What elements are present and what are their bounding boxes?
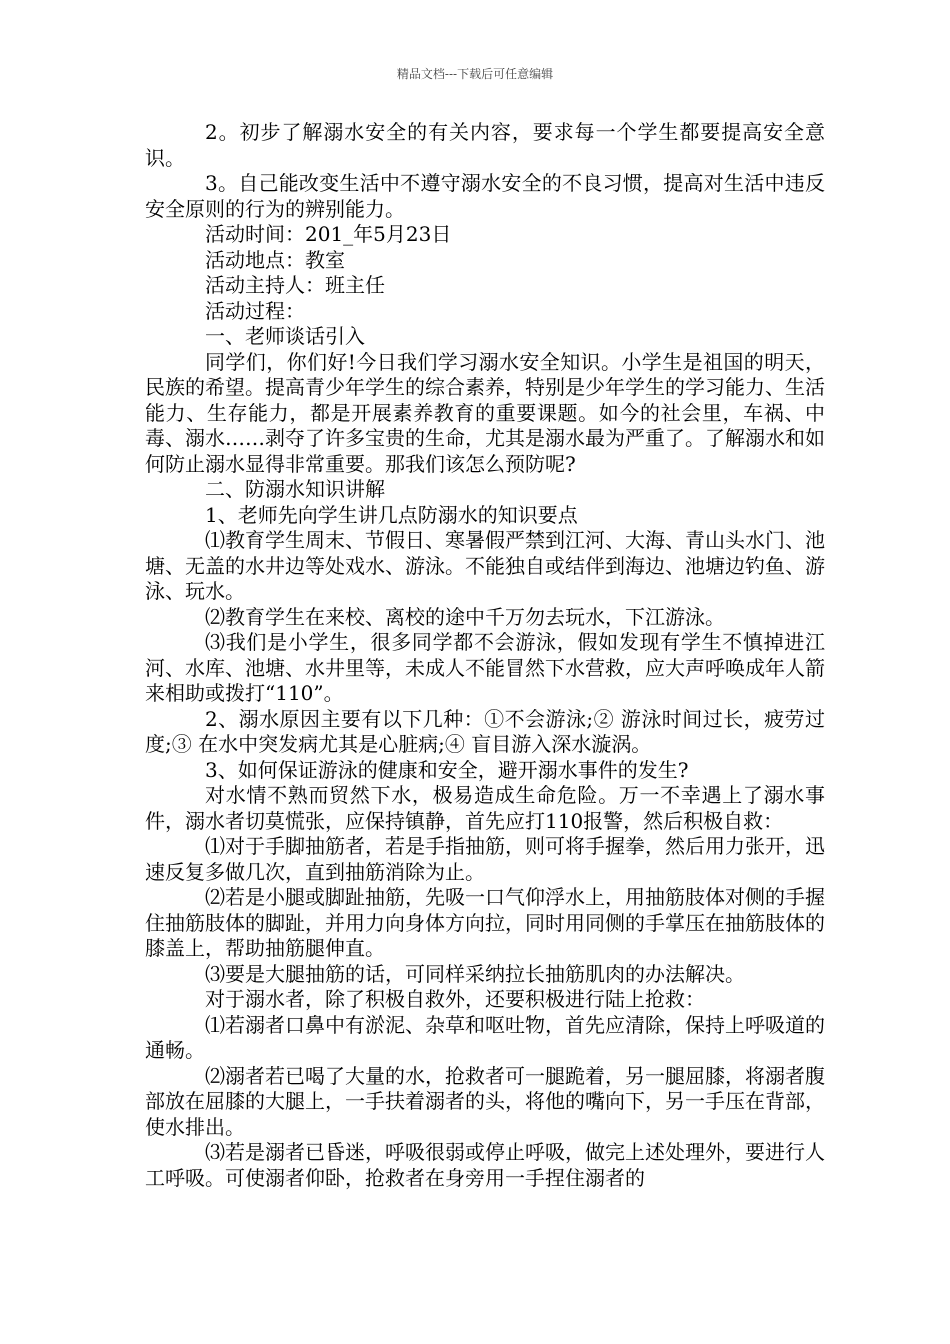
paragraph-rescue-3: ⑶若是溺者已昏迷，呼吸很弱或停止呼吸，做完上述处理外，要进行人工呼吸。可使溺者仰卧，抢救者在身旁用一手捏住溺者的 — [145, 1140, 825, 1190]
document-body — [145, 120, 825, 1191]
paragraph-item-2: ⑵教育学生在来校、离校的途中千万勿去玩水，下江游泳。 — [205, 604, 725, 629]
paragraph-cramp-3: ⑶要是大腿抽筋的话，可同样采纳拉长抽筋肌肉的办法解决。 — [205, 961, 745, 986]
paragraph-cramp-1: ⑴对于手脚抽筋者，若是手指抽筋，则可将手握拳，然后用力张开，迅速反复多做几次，直到抽筋消除为止。 — [145, 834, 825, 884]
paragraph-point-1: 1、老师先向学生讲几点防溺水的知识要点 — [205, 502, 578, 527]
paragraph-activity-host: 活动主持人：班主任 — [205, 273, 385, 297]
paragraph-point-2: 2、溺水原因主要有以下几种：①不会游泳;② 游泳时间过长，疲劳过度;③ 在水中突发病尤其是心脏病;④ 盲目游入深水漩涡。 — [145, 706, 825, 756]
paragraph-activity-process: 活动过程： — [205, 298, 305, 323]
paragraph-item-1: ⑴教育学生周末、节假日、寒暑假严禁到江河、大海、青山头水门、池塘、无盖的水井边等处戏水、游泳。不能独自或结伴到海边、池塘边钓鱼、游泳、玩水。 — [145, 528, 825, 603]
paragraph-rescue-2: ⑵溺者若已喝了大量的水，抢救者可一腿跪着，另一腿屈膝，将溺者腹部放在屈膝的大腿上，一手扶着溺者的头，将他的嘴向下，另一手压在背部，使水排出。 — [145, 1063, 825, 1139]
paragraph-rescue-1: ⑴若溺者口鼻中有淤泥、杂草和呕吐物，首先应清除，保持上呼吸道的通畅。 — [145, 1012, 825, 1062]
paragraph-self-rescue: 对水情不熟而贸然下水，极易造成生命危险。万一不幸遇上了溺水事件，溺水者切莫慌张，应保持镇静，首先应打110报警，然后积极自救： — [145, 783, 825, 833]
paragraph-goal-2: 2。初步了解溺水安全的有关内容，要求每一个学生都要提高安全意识。 — [145, 120, 825, 170]
paragraph-activity-place: 活动地点：教室 — [205, 247, 345, 272]
paragraph-land-rescue: 对于溺水者，除了积极自救外，还要积极进行陆上抢救： — [205, 987, 705, 1011]
paragraph-point-3: 3、如何保证游泳的健康和安全，避开溺水事件的发生? — [205, 757, 689, 782]
paragraph-intro: 同学们，你们好!今日我们学习溺水安全知识。小学生是祖国的明天，民族的希望。提高青少年学生的综合素养，特别是少年学生的学习能力、生活能力、生存能力，都是开展素养教育的重要课题。如今的社会里，车祸、中毒、溺水……剥夺了许多宝贵的生命，尤其是溺水最为严重了。了解溺水和如何防止溺水显得非常重要。那我们该怎么预防呢? — [145, 349, 825, 476]
paragraph-activity-time: 活动时间：201_年5月23日 — [205, 222, 452, 246]
page-header: 精品文档---下载后可任意编辑 — [396, 67, 554, 81]
paragraph-goal-3: 3。自己能改变生活中不遵守溺水安全的不良习惯，提高对生活中违反安全原则的行为的辨别能力。 — [145, 171, 825, 221]
paragraph-cramp-2: ⑵若是小腿或脚趾抽筋，先吸一口气仰浮水上，用抽筋肢体对侧的手握住抽筋肢体的脚趾，并用力向身体方向拉，同时用同侧的手掌压在抽筋肢体的膝盖上，帮助抽筋腿伸直。 — [145, 885, 825, 960]
paragraph-item-3: ⑶我们是小学生，很多同学都不会游泳，假如发现有学生不慎掉进江河、水库、池塘、水井里等，未成人不能冒然下水营救，应大声呼唤成年人箭来相助或拨打“110”。 — [145, 630, 825, 705]
section-heading-1: 一、老师谈话引入 — [205, 324, 365, 348]
section-heading-2: 二、防溺水知识讲解 — [205, 477, 385, 501]
